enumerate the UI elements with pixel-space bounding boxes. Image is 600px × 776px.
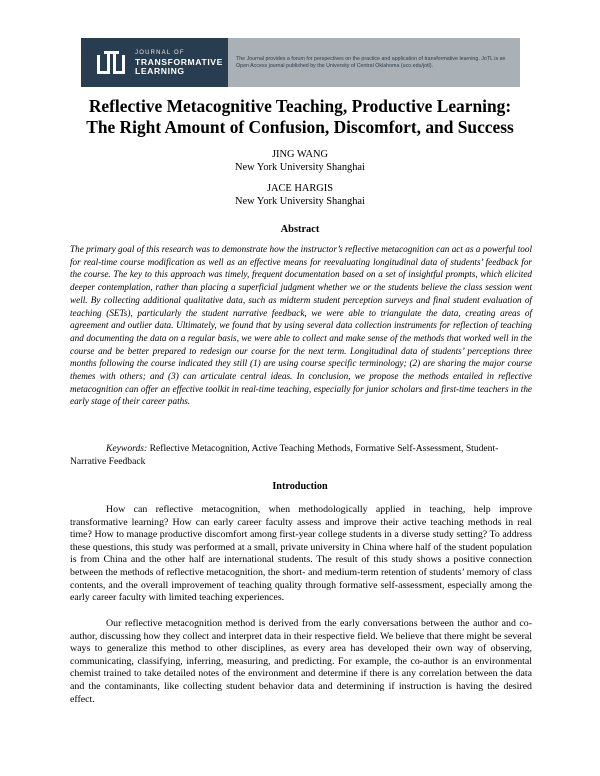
body-paragraph-2: Our reflective metacognition method is derived from the early conversations between the author and co-author, discussing how they collect and interpret data in their respective field. We believe that there might be several ways to generalize this method to other disciplines, as every area has developed their own way of observing, communicating, classifying, inferring, measuring, and predicting. For example, the co-author is an environmental chemist trained to take detailed notes of the environment and determine if there is any correlation between the data and the contaminants, like collecting student behavior data and determining if instruction is having the desired effect. xyxy=(70,618,532,705)
author-affiliation: New York University Shanghai xyxy=(235,162,365,173)
author-block-2 xyxy=(100,182,500,208)
author-name: JING WANG xyxy=(271,149,329,160)
keywords xyxy=(70,443,532,468)
journal-logo[interactable] xyxy=(81,38,228,87)
author-block-1 xyxy=(100,148,500,174)
abstract-heading: Abstract xyxy=(280,224,320,235)
journal-label: JOURNAL OF xyxy=(135,49,185,56)
abstract-text: The primary goal of this research was to demonstrate how the instructor’s reflective metacognition can act as a powerful tool for real-time course modification as well as an effective means for reevaluating longitudinal data of students’ feedback for the course. The key to this approach was timely, frequent documentation based on a set of insightful prompts, which elicited deeper contemplation, rather than placing a superficial judgment whether we or the students believe the class session went well. By collecting additional qualitative data, such as midterm student perception surveys and final student evaluation of teaching (SETs), particularly the student narrative feedback, we were able to triangulate the data, creating areas of agreement and outlier data. Ultimately, we found that by using several data collection instruments for reflection of teaching and documenting the data on a regular basis, we were able to collect and make sense of the methods that worked well in the course and be better prepared to redesign our course for the next term. Longitudinal data of students’ perceptions three months following the course indicated they still (1) are using course specific terminology; (2) are sharing the major course themes with others; and (3) can articulate central ideas. In conclusion, we propose the methods entailed in reflective metacognition can offer an effective toolkit in real-time teaching, especially for junior scholars and first-time teachers in the early stage of their career paths. xyxy=(70,244,532,407)
journal-name-line2: LEARNING xyxy=(135,65,185,76)
journal-wordmark xyxy=(135,50,223,75)
article-title xyxy=(40,96,560,138)
author-affiliation: New York University Shanghai xyxy=(235,196,365,207)
keywords-label: Keywords: xyxy=(106,443,148,454)
introduction-heading: Introduction xyxy=(272,481,328,492)
journal-name-line1: TRANSFORMATIVE xyxy=(135,56,223,67)
title-line-1: Reflective Metacognitive Teaching, Productive Learning: xyxy=(88,96,512,116)
journal-banner xyxy=(81,38,520,87)
author-name: JACE HARGIS xyxy=(266,183,334,194)
body-paragraph-1: How can reflective metacognition, when methodologically applied in teaching, help improve transformative learning? How can early career faculty assess and improve their active teaching methods in real time? How to manage productive discomfort among first-year college students in a diverse study setting? To address these questions, this study was performed at a small, private university in China where half of the student population is from China and the other half are international students. The result of this study shows a positive connection between the methods of reflective metacognition, the short- and medium-term retention of students’ memory of class contents, and the overall improvement of teaching quality through formative self-assessment, especially among the early career faculty with limited teaching experiences. xyxy=(70,504,532,604)
keywords-text: Reflective Metacognition, Active Teaching Methods, Formative Self-Assessment, Student-Narrative Feedback xyxy=(70,443,499,467)
title-line-2: The Right Amount of Confusion, Discomfort, and Success xyxy=(86,117,514,137)
jotl-logo-icon xyxy=(95,47,128,79)
journal-description: The Journal provides a forum for perspectives on the practice and application of transformative learning. JoTL is an Open Access journal published by the University of Central Oklahoma (uco.edu/jotl). xyxy=(236,55,506,69)
